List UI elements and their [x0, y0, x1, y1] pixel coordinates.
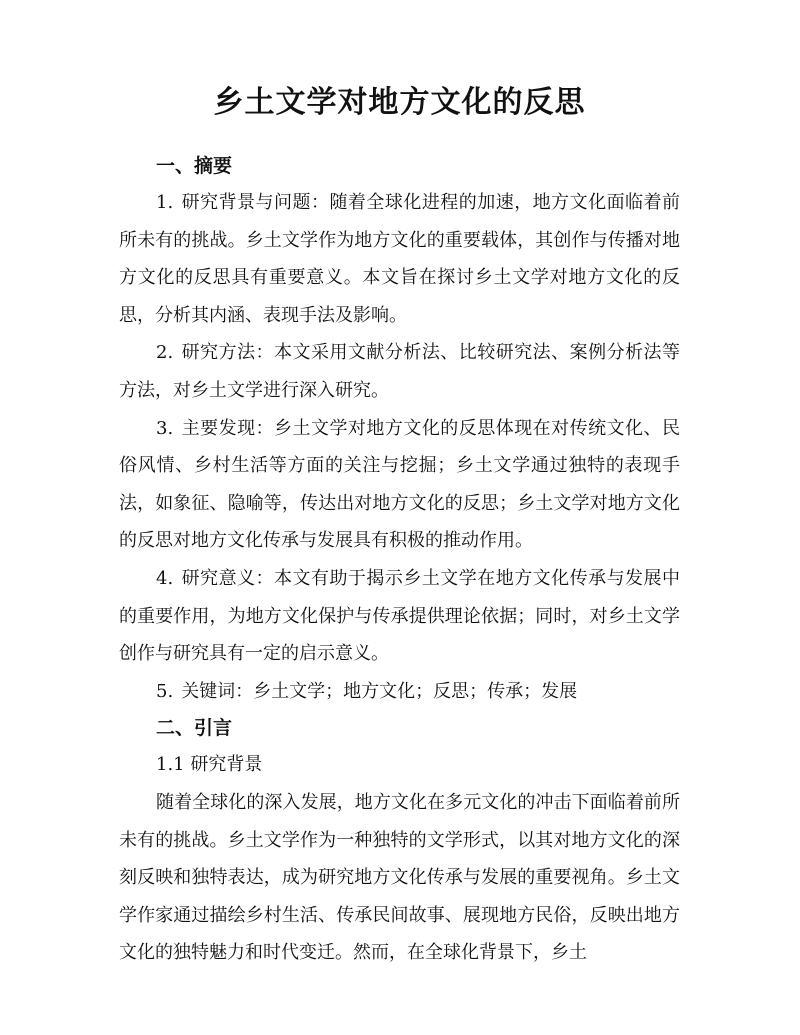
- abstract-item-number: 2.: [156, 342, 174, 364]
- section-abstract: [119, 148, 680, 710]
- abstract-item-number: 5.: [156, 680, 174, 702]
- abstract-item-number: 3.: [156, 417, 174, 439]
- abstract-item-number: 1.: [156, 192, 174, 213]
- abstract-item-4: [119, 560, 680, 673]
- abstract-item-1: [119, 184, 680, 334]
- abstract-item-text: 研究背景与问题：随着全球化进程的加速，地方文化面临着前所未有的挑战。乡土文学作为地方文化的重要载体，其创作与传播对地方文化的反思具有重要意义。本文旨在探讨乡土文学对地方文化的反思，分析其内涵、表现手法及影响。: [119, 192, 680, 326]
- abstract-item-text: 研究方法：本文采用文献分析法、比较研究法、案例分析法等方法，对乡土文学进行深入研究。: [119, 342, 680, 401]
- abstract-item-5: [119, 673, 680, 711]
- abstract-item-2: [119, 334, 680, 409]
- body-paragraph: 随着全球化的深入发展，地方文化在多元文化的冲击下面临着前所未有的挑战。乡土文学作为一种独特的文学形式，以其对地方文化的深刻反映和独特表达，成为研究地方文化传承与发展的重要视角。乡土文学作家通过描绘乡村生活、传承民间故事、展现地方民俗，反映出地方文化的独特魅力和时代变迁。然而，在全球化背景下，乡土: [119, 791, 680, 964]
- abstract-item-number: 4.: [156, 567, 174, 589]
- subsection-heading: 1.1 研究背景: [156, 754, 263, 776]
- abstract-item-text: 研究意义：本文有助于揭示乡土文学在地方文化传承与发展中的重要作用，为地方文化保护与传承提供理论依据；同时，对乡土文学创作与研究具有一定的启示意义。: [119, 567, 680, 665]
- section-introduction: [119, 710, 680, 972]
- abstract-item-text: 主要发现：乡土文学对地方文化的反思体现在对传统文化、民俗风情、乡村生活等方面的关注与挖掘；乡土文学通过独特的表现手法，如象征、隐喻等，传达出对地方文化的反思；乡土文学对地方文化的反思对地方文化传承与发展具有积极的推动作用。: [119, 417, 680, 552]
- abstract-item-3: [119, 410, 680, 560]
- section-heading-introduction: 二、引言: [156, 717, 233, 740]
- section-heading-abstract: 一、摘要: [156, 155, 233, 177]
- document-title: 乡土文学对地方文化的反思: [213, 85, 586, 120]
- abstract-item-text: 关键词：乡土文学；地方文化；反思；传承；发展: [181, 680, 578, 702]
